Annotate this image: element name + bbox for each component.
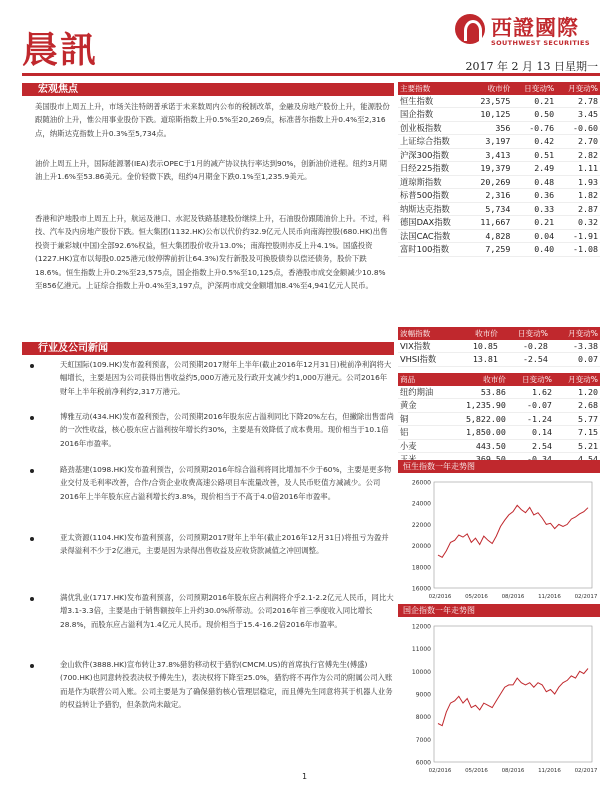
- row-label: 上证综合指数: [398, 135, 469, 149]
- plot-frame: [434, 626, 592, 762]
- cell-value: 3.45: [556, 108, 600, 122]
- table-row: [398, 399, 600, 413]
- cell-value: 1,235.90: [448, 399, 508, 413]
- logo-text-cn: 西證國際: [491, 16, 579, 40]
- section-macro-title: 宏观焦点: [22, 83, 394, 96]
- x-tick-label: 05/2016: [465, 768, 488, 774]
- cell-value: -1.24: [508, 412, 554, 426]
- table-row: [398, 243, 600, 257]
- x-tick-label: 02/2017: [574, 768, 598, 774]
- cell-value: 5,734: [469, 202, 513, 216]
- y-tick-label: 12000: [411, 623, 431, 631]
- table-row: [398, 412, 600, 426]
- table-header-row: [398, 327, 600, 340]
- column-header: 收市价: [448, 373, 508, 386]
- cell-value: -0.60: [556, 121, 600, 135]
- cell-value: -0.76: [512, 121, 556, 135]
- table-row: [398, 353, 600, 367]
- column-header: 波幅指数: [398, 327, 457, 340]
- cell-value: 443.50: [448, 439, 508, 453]
- section-industry-title: 行业及公司新闻: [22, 342, 394, 355]
- cell-value: 7.15: [554, 426, 600, 440]
- table-row: [398, 175, 600, 189]
- cell-value: -2.54: [500, 353, 550, 367]
- cell-value: 0.32: [556, 216, 600, 230]
- x-tick-label: 02/2016: [428, 768, 452, 774]
- table-row: [398, 95, 600, 108]
- cell-value: 0.51: [512, 148, 556, 162]
- cell-value: 11,667: [469, 216, 513, 230]
- cell-value: 1.62: [508, 386, 554, 399]
- row-label: 铜: [398, 412, 448, 426]
- column-header: 日变动%: [512, 82, 556, 95]
- cell-value: 0.04: [512, 229, 556, 243]
- y-tick-label: 6000: [415, 759, 431, 767]
- x-tick-label: 08/2016: [501, 768, 525, 774]
- table-row: [398, 121, 600, 135]
- news-item: 路劲基建(1098.HK)发布盈利预告，公司预期2016年综合溢利将同比增加不少于60%，主要是更多物业交付及毛利率改善，合作/合资企业收费高速公路项目车流量改善，及人民币贬值方减减少。公司2016年上半年股东应占溢利增长约3.8%，现价相当于不高于4.0倍2016年市盈率。: [60, 465, 392, 501]
- column-header: 日变动%: [500, 327, 550, 340]
- y-tick-label: 22000: [411, 521, 431, 529]
- table-row: [398, 108, 600, 122]
- row-label: 纽约期油: [398, 386, 448, 399]
- row-label: 富时100指数: [398, 243, 469, 257]
- cell-value: 10,125: [469, 108, 513, 122]
- column-header: 月变动%: [550, 327, 600, 340]
- column-header: 月变动%: [556, 82, 600, 95]
- cell-value: 3,413: [469, 148, 513, 162]
- column-header: 收市价: [457, 327, 500, 340]
- table-row: [398, 426, 600, 440]
- y-tick-label: 26000: [411, 479, 431, 487]
- bullet-icon: [30, 469, 34, 473]
- bullet-icon: [30, 364, 34, 368]
- cell-value: 1,850.00: [448, 426, 508, 440]
- row-label: VHSI指数: [398, 353, 457, 367]
- volatility-table: [398, 327, 600, 367]
- cell-value: 0.42: [512, 135, 556, 149]
- row-label: 德国DAX指数: [398, 216, 469, 230]
- bullet-icon: [30, 664, 34, 668]
- news-item: 亚太资源(1104.HK)发布盈利预喜，公司预期2017财年上半年(截止2016年12月31日)将扭亏为盈并录得溢利不少于2亿港元，主要是因为录得出售收益及应收贷款减值之冲回调整。: [60, 533, 389, 556]
- cell-value: -1.08: [556, 243, 600, 257]
- logo-mark-icon: [455, 14, 485, 44]
- row-label: 铝: [398, 426, 448, 440]
- row-label: 黄金: [398, 399, 448, 413]
- table-row: [398, 340, 600, 353]
- table-row: [398, 202, 600, 216]
- news-item: 天虹国际(109.HK)发布盈利预喜，公司预期2017财年上半年(截止2016年12月31日)税前净利润将大幅增长，主要是因为公司获得出售收益约5,000万港元及行政开支减少约1,000万港元。公司2016年财年上半年税前净利约2,317万港元。: [60, 360, 392, 396]
- cell-value: 0.36: [512, 189, 556, 203]
- row-label: 道琼斯指数: [398, 175, 469, 189]
- row-label: 法国CAC指数: [398, 229, 469, 243]
- x-tick-label: 02/2017: [574, 594, 598, 600]
- table-row: [398, 148, 600, 162]
- cell-value: 0.50: [512, 108, 556, 122]
- cell-value: 0.48: [512, 175, 556, 189]
- row-label: 沪深300指数: [398, 148, 469, 162]
- cell-value: -0.28: [500, 340, 550, 353]
- chart-title-hscei: 国企指数一年走势图: [398, 604, 600, 617]
- cell-value: 13.81: [457, 353, 500, 367]
- cell-value: 10.85: [457, 340, 500, 353]
- y-tick-label: 16000: [411, 585, 431, 593]
- row-label: VIX指数: [398, 340, 457, 353]
- page-title: 晨訊: [22, 29, 99, 71]
- row-label: 恒生指数: [398, 95, 469, 108]
- macro-paragraph-us: 美国股市上周五上升，市场关注特朗普承诺于未来数周内公布的税制改革，金融及房地产股份上升，能源股份跟随油价上升，惟公用事业股份下跌。道琼斯指数上升0.5%至20,269点，标准普尔指数上升0.4%至2,316点，纳斯达克指数上升0.3%至5,734点。: [35, 102, 390, 138]
- cell-value: 1.20: [554, 386, 600, 399]
- series-line: [438, 505, 588, 557]
- y-tick-label: 18000: [411, 564, 431, 572]
- cell-value: -1.91: [556, 229, 600, 243]
- column-header: 主要指数: [398, 82, 469, 95]
- cell-value: 23,575: [469, 95, 513, 108]
- y-tick-label: 7000: [415, 736, 431, 744]
- table-row: [398, 189, 600, 203]
- column-header: 收市价: [469, 82, 513, 95]
- series-line: [438, 669, 588, 726]
- cell-value: 0.40: [512, 243, 556, 257]
- cell-value: 0.33: [512, 202, 556, 216]
- cell-value: 2.78: [556, 95, 600, 108]
- plot-frame: [434, 482, 592, 588]
- x-tick-label: 05/2016: [465, 594, 488, 600]
- y-tick-label: 20000: [411, 543, 431, 551]
- company-logo: [455, 12, 600, 52]
- cell-value: -3.38: [550, 340, 600, 353]
- table-header-row: [398, 373, 600, 386]
- macro-paragraph-hk: 香港和沪地股市上周五上升，航运及港口、水泥及铁路基建股份继续上升，石油股份跟随油价上升。不过，科技、汽车及内房地产股份下跌。恒大集团(1132.HK)公布以代价约32.9亿元人民币向南海控股(680.HK)出售投资于兼彩城(中国)全部92.6%权益，恒大集团股价收升13.0%；南海控股则亦反上升4.1%。国盛投资(1227.HK)宣布以每股0.025港元(较停牌前折让64.3%)发行新股及可换股债券以偿还债务，股价下跌18.6%。恒生指数上升0.2%至23,575点，国企指数上升0.5%至10,125点，香港股市成交金额减少10.8%至856亿港元。上证综合指数上升0.4%至3,197点，沪深两市成交金额增加8.4%至4,941亿元人民币。: [35, 214, 390, 291]
- chart-title-hsi: 恒生指数一年走势图: [398, 460, 600, 473]
- table-row: [398, 439, 600, 453]
- row-label: 创业板指数: [398, 121, 469, 135]
- x-tick-label: 11/2016: [538, 594, 561, 600]
- cell-value: 2.68: [554, 399, 600, 413]
- column-header: 月变动%: [554, 373, 600, 386]
- table-row: [398, 162, 600, 176]
- cell-value: 0.21: [512, 216, 556, 230]
- bullet-icon: [30, 416, 34, 420]
- x-tick-label: 02/2016: [428, 594, 452, 600]
- cell-value: 0.21: [512, 95, 556, 108]
- cell-value: 1.11: [556, 162, 600, 176]
- cell-value: 0.07: [550, 353, 600, 367]
- row-label: 日经225指数: [398, 162, 469, 176]
- cell-value: 5.77: [554, 412, 600, 426]
- x-tick-label: 08/2016: [501, 594, 525, 600]
- cell-value: 2.49: [512, 162, 556, 176]
- row-label: 纳斯达克指数: [398, 202, 469, 216]
- page-number: 1: [302, 772, 308, 781]
- y-tick-label: 11000: [411, 646, 431, 654]
- hscei-line-chart: [398, 618, 600, 776]
- cell-value: 7,259: [469, 243, 513, 257]
- macro-paragraph-oil: 油价上周五上升，国际能源署(IEA)表示OPEC于1月的减产协议执行率达到90%，创新油价进程。纽约3月期油上升1.6%至53.86美元。金价轻微下跌，纽约4月期金下跌0.1%至1,235.9美元。: [35, 159, 387, 182]
- news-item: 博雅互动(434.HK)发布盈利预告，公司预期2016年股东应占溢利同比下降20%左右，但撇除出售雷尚的一次性收益，核心股东应占溢利按年增长约30%，主要是有效降低了成本费用。现价相当于10.1倍2016年市盈率。: [60, 412, 394, 448]
- logo-text-en: SOUTHWEST SECURITIES: [491, 39, 590, 47]
- header-divider: [22, 73, 600, 76]
- cell-value: 4,828: [469, 229, 513, 243]
- cell-value: 5,822.00: [448, 412, 508, 426]
- column-header: 商品: [398, 373, 448, 386]
- table-header-row: [398, 82, 600, 95]
- row-label: 国企指数: [398, 108, 469, 122]
- commodities-table: [398, 373, 600, 467]
- row-label: 标普500指数: [398, 189, 469, 203]
- cell-value: 0.14: [508, 426, 554, 440]
- cell-value: 1.82: [556, 189, 600, 203]
- cell-value: 1.93: [556, 175, 600, 189]
- bullet-icon: [30, 537, 34, 541]
- cell-value: 2.70: [556, 135, 600, 149]
- table-row: [398, 229, 600, 243]
- y-tick-label: 10000: [411, 668, 431, 676]
- table-row: [398, 135, 600, 149]
- bullet-icon: [30, 597, 34, 601]
- cell-value: 19,379: [469, 162, 513, 176]
- y-tick-label: 9000: [415, 691, 431, 699]
- hsi-line-chart: [398, 474, 600, 602]
- y-tick-label: 24000: [411, 500, 431, 508]
- cell-value: 20,269: [469, 175, 513, 189]
- table-row: [398, 386, 600, 399]
- x-tick-label: 11/2016: [538, 768, 561, 774]
- news-item: 满优乳业(1717.HK)发布盈利预喜，公司预期2016年股东应占利润将介乎2.1-2.2亿元人民币，同比大增3.1-3.3倍，主要是由于销售额按年上升约30.0%所带动。公司2016年首三季度收入同比增长28.8%，而股东应占溢利为1.4亿元人民币。现价相当于15.4-16.2倍2016年市盈率。: [60, 593, 394, 629]
- cell-value: 2,316: [469, 189, 513, 203]
- cell-value: 356: [469, 121, 513, 135]
- y-tick-label: 8000: [415, 714, 431, 722]
- row-label: 小麦: [398, 439, 448, 453]
- cell-value: 5.21: [554, 439, 600, 453]
- table-row: [398, 216, 600, 230]
- cell-value: 3,197: [469, 135, 513, 149]
- cell-value: 2.82: [556, 148, 600, 162]
- news-item: 金山软件(3888.HK)宣布转让37.8%猎豹移动权于猎豹(CMCM.US)的首席执行官傅先生(傅盛)(700.HK)也同意转投表决权予傅先生)，表决权将下降至25.0%，猎豹将不再作为公司的附属公司入账而是作为联营公司入账。公司主要是为了确保猎豹核心管理层稳定，而且傅先生同意将其于机器人业务的权益转让予猎豹，但条款尚未敲定。: [60, 660, 393, 710]
- column-header: 日变动%: [508, 373, 554, 386]
- indices-table: [398, 82, 600, 257]
- cell-value: 2.87: [556, 202, 600, 216]
- cell-value: 2.54: [508, 439, 554, 453]
- cell-value: 53.86: [448, 386, 508, 399]
- report-date: 2017 年 2 月 13 日星期一: [465, 60, 598, 73]
- cell-value: -0.07: [508, 399, 554, 413]
